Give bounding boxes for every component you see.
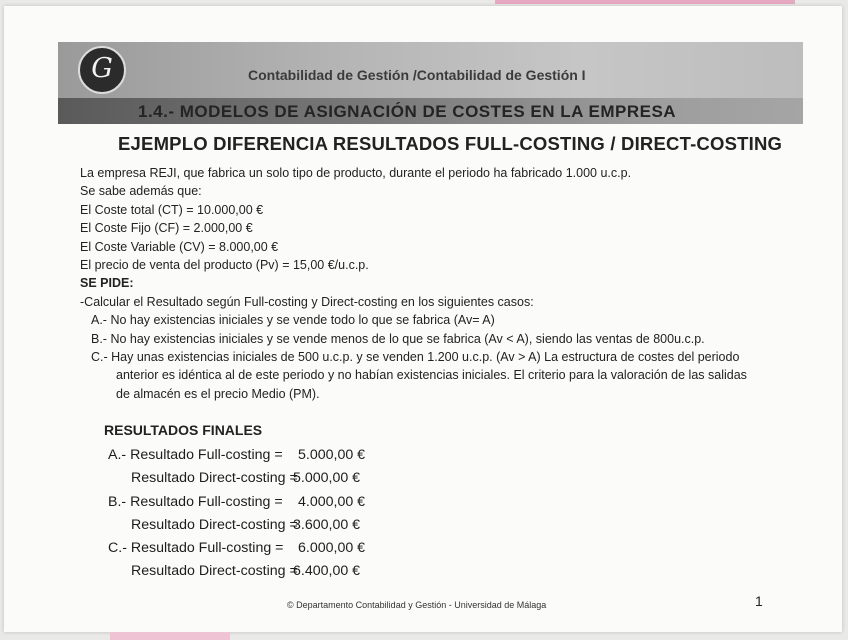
result-label: Resultado Direct-costing =: [131, 470, 298, 487]
statement-line: El precio de venta del producto (Pv) = 15,00 €/u.c.p.: [80, 258, 369, 273]
statement-line: La empresa REJI, que fabrica un solo tipo de producto, durante el periodo ha fabricado 1.000 u.c.p.: [80, 166, 632, 180]
result-row: [108, 491, 366, 514]
statement-line: Se sabe además que:: [80, 184, 202, 199]
result-value: 4.000,00 €: [298, 493, 366, 510]
case-b: B.- No hay existencias iniciales y se vende menos de lo que se fabrica (Av < A), siendo las ventas de 800u.c.p.: [91, 331, 705, 346]
statement-line: El Coste Fijo (CF) = 2.000,00 €: [80, 221, 253, 236]
background-strip-bottom: [110, 632, 230, 640]
result-value: 5.000,00 €: [298, 447, 366, 463]
result-label: Resultado Direct-costing =: [131, 516, 298, 533]
problem-statement: [80, 164, 780, 403]
result-row: [108, 560, 361, 583]
statement-line: El Coste Variable (CV) = 8.000,00 €: [80, 239, 279, 254]
result-label: A.- Resultado Full-costing =: [108, 447, 283, 463]
result-value: 6.400,00 €: [293, 563, 361, 580]
result-label: C.- Resultado Full-costing =: [108, 540, 284, 557]
case-a: A.- No hay existencias iniciales y se vende todo lo que se fabrica (Av= A): [91, 313, 495, 328]
result-value: 3.600,00 €: [293, 516, 361, 533]
page-title: EJEMPLO DIFERENCIA RESULTADOS FULL-COSTING / DIRECT-COSTING: [118, 133, 783, 154]
footer-copyright: © Departamento Contabilidad y Gestión - Universidad de Málaga: [287, 600, 547, 610]
result-label: B.- Resultado Full-costing =: [108, 493, 283, 510]
course-title: Contabilidad de Gestión /Contabilidad de Gestión I: [248, 67, 586, 83]
result-row: [108, 514, 361, 537]
case-c-continued: anterior es idéntica al de este periodo y no habían existencias iniciales. El criterio para la valoración de las salidas: [116, 368, 747, 383]
university-logo: G: [78, 46, 126, 94]
results-heading: RESULTADOS FINALES: [104, 422, 263, 438]
result-row: [108, 444, 366, 467]
background-strip-top: [495, 0, 795, 4]
result-value: 6.000,00 €: [298, 540, 366, 557]
section-title: 1.4.- MODELOS DE ASIGNACIÓN DE COSTES EN LA EMPRESA: [138, 102, 677, 121]
result-row: [108, 537, 366, 560]
result-label: Resultado Direct-costing =: [131, 563, 298, 580]
section-header-banner: [58, 98, 803, 124]
case-c-continued: de almacén es el precio Medio (PM).: [116, 386, 320, 401]
course-header-banner: [58, 42, 803, 98]
se-pide-heading: SE PIDE:: [80, 276, 134, 291]
result-row: [108, 467, 361, 490]
page-number: 1: [755, 593, 763, 609]
result-value: 5.000,00 €: [293, 470, 361, 487]
task-line: -Calcular el Resultado según Full-costing y Direct-costing en los siguientes casos:: [80, 294, 534, 309]
statement-line: El Coste total (CT) = 10.000,00 €: [80, 202, 264, 217]
results-list: [108, 444, 366, 584]
case-c: C.- Hay unas existencias iniciales de 500 u.c.p. y se venden 1.200 u.c.p. (Av > A) La estructura de costes del periodo: [91, 350, 740, 365]
